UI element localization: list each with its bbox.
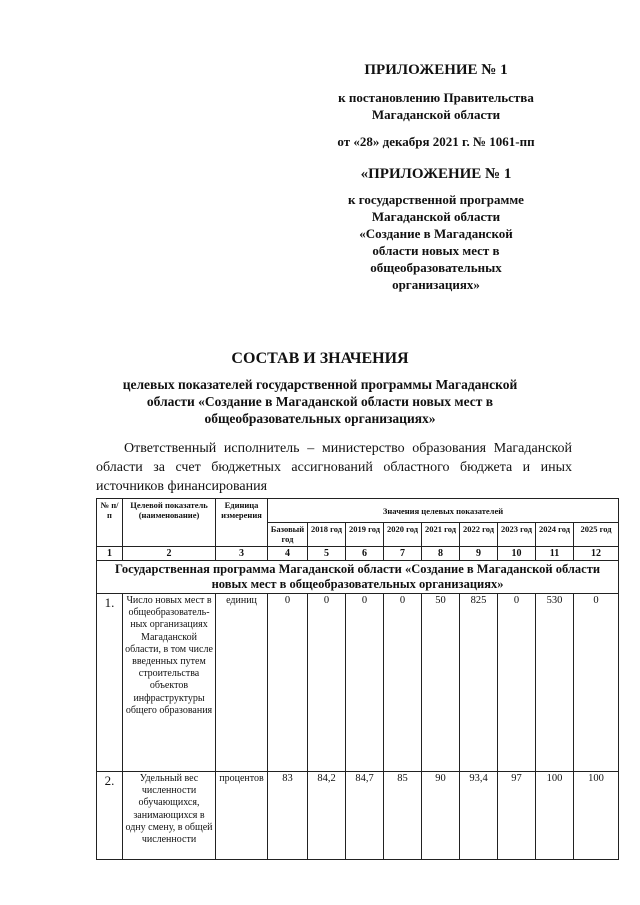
value-cell: 93,4: [460, 772, 498, 860]
subtitle-line: общеобразовательных организациях»: [204, 411, 436, 426]
unit-value: процентов: [216, 772, 268, 860]
value-cell: 0: [308, 594, 346, 772]
value-cell: 97: [498, 772, 536, 860]
column-number: 4: [268, 547, 308, 561]
header-num: № п/п: [97, 499, 123, 547]
value-cell: 90: [422, 772, 460, 860]
value-cell: 0: [574, 594, 619, 772]
column-number: 5: [308, 547, 346, 561]
value-cell: 0: [498, 594, 536, 772]
annex-line: общеобразовательных: [370, 260, 502, 275]
column-number: 11: [536, 547, 574, 561]
column-number: 7: [384, 547, 422, 561]
column-number: 9: [460, 547, 498, 561]
value-cell: 83: [268, 772, 308, 860]
indicator-name: Удельный вес численности обучающихся, занимающихся в одну смену, в общей численности: [123, 772, 216, 860]
table-row: [97, 772, 619, 860]
annex-line: Магаданской области: [371, 209, 501, 224]
annex-line: области новых мест в: [372, 243, 500, 258]
document-subtitle: [80, 376, 560, 427]
column-number: 6: [346, 547, 384, 561]
header-year: 2021 год: [422, 523, 460, 547]
header-indicator: Целевой показатель (наименование): [123, 499, 216, 547]
program-row: Государственная программа Магаданской области «Создание в Магаданской области новых мест в общеобразовательных организациях»: [97, 561, 619, 594]
indicator-name: Число новых мест в общеобразователь-ных организациях Магаданской области, в том числе введенных путем строительства объектов инфраструктуры общего образования: [123, 594, 216, 772]
header-year: 2020 год: [384, 523, 422, 547]
header-year: 2024 год: [536, 523, 574, 547]
header-year: 2022 год: [460, 523, 498, 547]
header-unit: Единица измерения: [216, 499, 268, 547]
document-title-block: [80, 350, 560, 427]
column-number: 1: [97, 547, 123, 561]
document-heading: СОСТАВ И ЗНАЧЕНИЯ: [231, 350, 409, 367]
header-values-group: Значения целевых показателей: [268, 499, 619, 523]
table-row: [97, 594, 619, 772]
column-number: 10: [498, 547, 536, 561]
value-cell: 50: [422, 594, 460, 772]
column-number: 12: [574, 547, 619, 561]
column-number: 8: [422, 547, 460, 561]
header-year: Базовый год: [268, 523, 308, 547]
value-cell: 0: [346, 594, 384, 772]
annex-line: «Создание в Магаданской: [359, 226, 513, 241]
value-cell: 0: [268, 594, 308, 772]
annex-line: от «28» декабря 2021 г. № 1061-пп: [337, 134, 535, 149]
value-cell: 84,2: [308, 772, 346, 860]
annex-line: Магаданской области: [371, 107, 501, 122]
subtitle-line: целевых показателей государственной программы Магаданской: [122, 377, 518, 392]
header-year: 2019 год: [346, 523, 384, 547]
value-cell: 0: [384, 594, 422, 772]
value-cell: 100: [536, 772, 574, 860]
row-number: 1.: [97, 594, 123, 772]
subtitle-line: области «Создание в Магаданской области новых мест в: [146, 394, 494, 409]
row-number: 2.: [97, 772, 123, 860]
value-cell: 825: [460, 594, 498, 772]
indicators-table: [96, 498, 619, 860]
value-cell: 85: [384, 772, 422, 860]
annex-line: к государственной программе: [348, 192, 524, 207]
value-cell: 530: [536, 594, 574, 772]
annex-title: ПРИЛОЖЕНИЕ № 1: [364, 62, 508, 78]
header-year: 2018 год: [308, 523, 346, 547]
unit-value: единиц: [216, 594, 268, 772]
annex-program-block: [300, 166, 572, 293]
header-year: 2023 год: [498, 523, 536, 547]
value-cell: 100: [574, 772, 619, 860]
intro-paragraph: Ответственный исполнитель – министерство образования Магаданской области за счет бюджетных ассигнований областного бюджета и иных источников финансирования: [96, 441, 572, 494]
value-cell: 84,7: [346, 772, 384, 860]
annex-title: «ПРИЛОЖЕНИЕ № 1: [360, 166, 512, 182]
column-number: 3: [216, 547, 268, 561]
column-number: 2: [123, 547, 216, 561]
annex-line: организациях»: [392, 277, 480, 292]
annex-line: к постановлению Правительства: [338, 90, 534, 105]
header-year: 2025 год: [574, 523, 619, 547]
annex-resolution-block: [300, 62, 572, 150]
